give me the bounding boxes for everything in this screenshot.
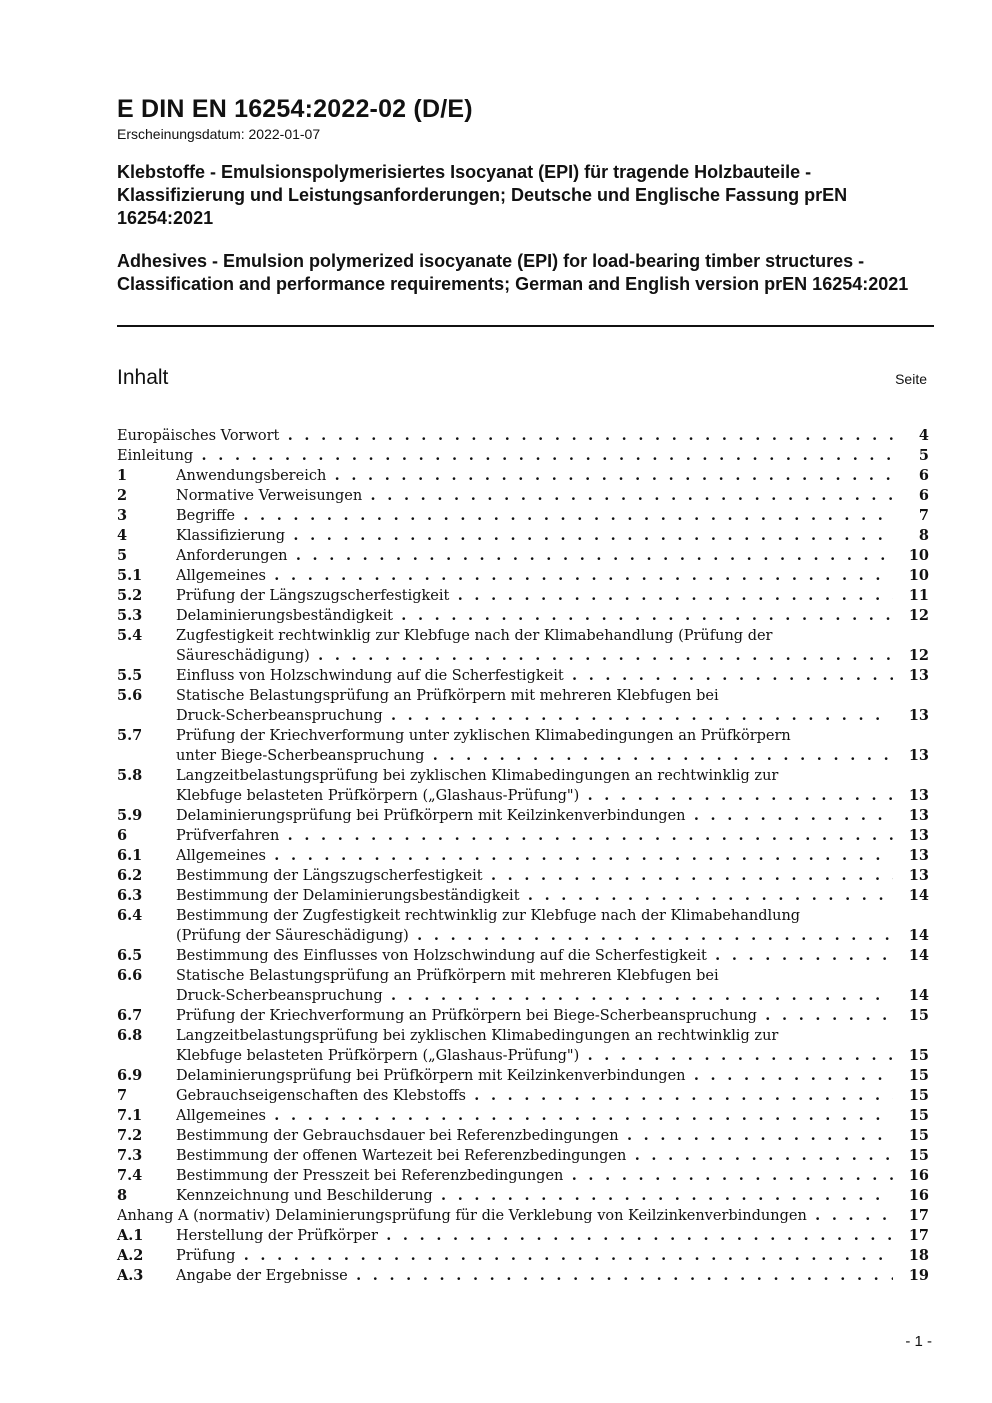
toc-entry-number: 6.5 (117, 947, 143, 964)
toc-entry[interactable] (117, 1186, 929, 1206)
toc-entry-page: 16 (908, 1187, 929, 1204)
toc-page-label: Seite (895, 371, 927, 387)
toc-entry-line: unter Biege-Scherbeanspruchung . . . (176, 746, 893, 766)
toc-entry-page: 15 (908, 1127, 929, 1144)
toc-entry-number: 1 (117, 467, 128, 484)
toc-entry[interactable] (117, 626, 929, 666)
toc-entry-number: A.2 (117, 1247, 144, 1264)
toc-entry[interactable] (117, 1146, 929, 1166)
toc-entry-number: 5.4 (117, 627, 143, 644)
toc-entry-line: Kennzeichnung und Beschilderung . . . (176, 1186, 893, 1206)
toc-entry-title (176, 826, 893, 846)
toc-entry-page: 11 (908, 587, 929, 604)
toc-entry-number: 6.6 (117, 967, 143, 984)
toc-entry-number: 3 (117, 507, 128, 524)
toc-entry-page: 6 (918, 467, 929, 484)
toc-entry-page: 13 (908, 847, 929, 864)
toc-entry-line: Prüfung der Kriechverformung an Prüfkörpern bei Biege-Scherbeanspruchung . . . (176, 1006, 893, 1026)
toc-entry-line: Bestimmung des Einflusses von Holzschwindung auf die Scherfestigkeit . . . (176, 946, 893, 966)
toc-entry[interactable] (117, 686, 929, 726)
toc-entry[interactable] (117, 526, 929, 546)
toc-entry-title (117, 1206, 893, 1226)
toc-entry-line: Druck-Scherbeanspruchung . . . (176, 706, 893, 726)
toc-entry[interactable] (117, 506, 929, 526)
toc-entry-line: Druck-Scherbeanspruchung . . . (176, 986, 893, 1006)
toc-entry-line: Bestimmung der Presszeit bei Referenzbedingungen . . . (176, 1166, 893, 1186)
toc-entry-page: 13 (908, 747, 929, 764)
toc-entry-line: Herstellung der Prüfkörper . . . (176, 1226, 893, 1246)
toc-entry[interactable] (117, 1106, 929, 1126)
toc-entry-number: 6.7 (117, 1007, 143, 1024)
toc-entry-line: Angabe der Ergebnisse . . . (176, 1266, 893, 1286)
toc-entry-title (176, 606, 893, 626)
toc-entry[interactable] (117, 1026, 929, 1066)
toc-entry-page: 12 (908, 647, 929, 664)
toc-entry-title (176, 846, 893, 866)
toc-entry[interactable] (117, 666, 929, 686)
toc-entry-page: 5 (918, 447, 929, 464)
toc-entry-page: 6 (918, 487, 929, 504)
toc-entry[interactable] (117, 1166, 929, 1186)
toc-entry-title (117, 426, 893, 446)
toc-entry-title (176, 1006, 893, 1026)
toc-entry-number: 6.9 (117, 1067, 143, 1084)
toc-entry-title (176, 766, 893, 806)
header-divider (117, 325, 934, 327)
toc-entry-title (176, 906, 893, 946)
toc-entry-line: Delaminierungsprüfung bei Prüfkörpern mit Keilzinkenverbindungen . . . (176, 806, 893, 826)
toc-entry-line: Delaminierungsprüfung bei Prüfkörpern mit Keilzinkenverbindungen . . . (176, 1066, 893, 1086)
toc-entry-page: 15 (908, 1067, 929, 1084)
toc-entry-page: 10 (908, 547, 929, 564)
toc-entry-title (176, 866, 893, 886)
toc-entry-line: Anwendungsbereich . . . (176, 466, 893, 486)
toc-entry-title (176, 1106, 893, 1126)
toc-entry[interactable] (117, 1206, 929, 1226)
toc-entry[interactable] (117, 906, 929, 946)
toc-entry-title (176, 886, 893, 906)
toc-entry-line: Klebfuge belasteten Prüfkörpern („Glashaus-Prüfung") . . . (176, 1046, 893, 1066)
toc-entry-line: Einleitung . . . (117, 446, 893, 466)
toc-entry-page: 14 (908, 987, 929, 1004)
toc-entry-title (176, 506, 893, 526)
toc-entry-number: 5 (117, 547, 128, 564)
toc-entry-title (176, 466, 893, 486)
toc-entry-page: 4 (918, 427, 929, 444)
toc-entry-page: 13 (908, 667, 929, 684)
toc-entry-line: Statische Belastungsprüfung an Prüfkörpern mit mehreren Klebfugen bei (176, 688, 719, 704)
toc-entry-title (117, 446, 893, 466)
toc-entry[interactable] (117, 1226, 929, 1246)
toc-entry-title (176, 626, 893, 666)
toc-entry[interactable] (117, 946, 929, 966)
toc-entry[interactable] (117, 1266, 929, 1286)
document-id: E DIN EN 16254:2022-02 (D/E) (117, 95, 473, 123)
toc-entry-line: Einfluss von Holzschwindung auf die Scherfestigkeit . . . (176, 666, 893, 686)
toc-entry[interactable] (117, 546, 929, 566)
toc-entry[interactable] (117, 1246, 929, 1266)
toc-entry-page: 17 (908, 1207, 929, 1224)
toc-entry-line: Allgemeines . . . (176, 846, 893, 866)
toc-entry-number: 5.3 (117, 607, 143, 624)
toc-entry[interactable] (117, 486, 929, 506)
toc-entry-line: Bestimmung der Zugfestigkeit rechtwinklig zur Klebfuge nach der Klimabehandlung (176, 908, 801, 924)
toc-entry-number: 8 (117, 1187, 128, 1204)
toc-entry-title (176, 686, 893, 726)
toc-entry[interactable] (117, 806, 929, 826)
toc-entry-line: Gebrauchseigenschaften des Klebstoffs . . . (176, 1086, 893, 1106)
toc-entry-page: 7 (918, 507, 929, 524)
toc-entry-title (176, 546, 893, 566)
page-number: - 1 - (905, 1333, 932, 1350)
toc-entry-number: 7.2 (117, 1127, 143, 1144)
toc-entry-number: 7 (117, 1087, 128, 1104)
toc-entry[interactable] (117, 466, 929, 486)
toc-entry-number: 6 (117, 827, 128, 844)
toc-entry-title (176, 1086, 893, 1106)
toc-entry[interactable] (117, 826, 929, 846)
toc-entry-number: 6.1 (117, 847, 143, 864)
document-header (117, 94, 934, 296)
toc-entry-page: 15 (908, 1147, 929, 1164)
toc-entry-title (176, 1126, 893, 1146)
toc-entry-page: 15 (908, 1047, 929, 1064)
toc-entry-page: 8 (918, 527, 929, 544)
toc-entry-title (176, 1026, 893, 1066)
toc-entry-line: Europäisches Vorwort . . . (117, 426, 893, 446)
toc-entry[interactable] (117, 766, 929, 806)
toc-entry[interactable] (117, 586, 929, 606)
toc-entry-title (176, 666, 893, 686)
toc-entry-line: Statische Belastungsprüfung an Prüfkörpern mit mehreren Klebfugen bei (176, 968, 719, 984)
toc-entry-title (176, 1146, 893, 1166)
toc-entry-page: 13 (908, 867, 929, 884)
toc-entry[interactable] (117, 566, 929, 586)
toc-entry-title (176, 1066, 893, 1086)
toc-entry-line: Langzeitbelastungsprüfung bei zyklischen Klimabedingungen an rechtwinklig zur (176, 1028, 779, 1044)
toc-entry-title (176, 586, 893, 606)
toc-entry[interactable] (117, 426, 929, 446)
toc-entry-number: 5.9 (117, 807, 143, 824)
toc-entry-page: 12 (908, 607, 929, 624)
toc-entry-page: 13 (908, 787, 929, 804)
toc-entry-line: (Prüfung der Säureschädigung) . . . (176, 926, 893, 946)
toc-entry-number: 6.2 (117, 867, 143, 884)
toc-entry-number: 7.4 (117, 1167, 143, 1184)
toc-entry-page: 13 (908, 707, 929, 724)
toc-entry-line: Prüfung der Längszugscherfestigkeit . . . (176, 586, 893, 606)
toc-entry-title (176, 526, 893, 546)
toc-entry-page: 15 (908, 1107, 929, 1124)
toc-entry-line: Prüfung . . . (176, 1246, 893, 1266)
title-german: Klebstoffe - Emulsionspolymerisiertes Isocyanat (EPI) für tragende Holzbauteile - Klassifizierung und Leistungsanforderungen; Deutsche und Englische Fassung prEN 16254:2021 (117, 162, 848, 228)
toc-entry-number: 6.4 (117, 907, 143, 924)
toc-entry-page: 10 (908, 567, 929, 584)
toc-entry[interactable] (117, 866, 929, 886)
toc-entry[interactable] (117, 446, 929, 466)
toc-entry-page: 16 (908, 1167, 929, 1184)
toc-entry[interactable] (117, 886, 929, 906)
toc-entry[interactable] (117, 846, 929, 866)
toc-entry-title (176, 486, 893, 506)
toc-entry-line: Säureschädigung) . . . (176, 646, 893, 666)
toc-entry-title (176, 1166, 893, 1186)
toc-entry-title (176, 1226, 893, 1246)
toc-entry-title (176, 966, 893, 1006)
toc-entry-line: Allgemeines . . . (176, 1106, 893, 1126)
toc-entry-line: Bestimmung der Gebrauchsdauer bei Referenzbedingungen . . . (176, 1126, 893, 1146)
toc-entry-line: Bestimmung der Delaminierungsbeständigkeit . . . (176, 886, 893, 906)
toc-entry-number: 7.3 (117, 1147, 143, 1164)
toc-entry-line: Bestimmung der Längszugscherfestigkeit . . . (176, 866, 893, 886)
toc-entry-page: 14 (908, 887, 929, 904)
toc-entry-number: 6.3 (117, 887, 143, 904)
toc-entry[interactable] (117, 606, 929, 626)
toc-entry-line: Anforderungen . . . (176, 546, 893, 566)
toc-entry-title (176, 1186, 893, 1206)
toc-entry-page: 14 (908, 947, 929, 964)
toc-entry-number: 5.2 (117, 587, 143, 604)
toc-entry-page: 13 (908, 827, 929, 844)
toc-entry-line: Normative Verweisungen . . . (176, 486, 893, 506)
toc-entry-number: 6.8 (117, 1027, 143, 1044)
toc-entry-line: Bestimmung der offenen Wartezeit bei Referenzbedingungen . . . (176, 1146, 893, 1166)
toc-entry-number: 4 (117, 527, 128, 544)
publication-date: Erscheinungsdatum: 2022-01-07 (117, 126, 321, 142)
table-of-contents (117, 426, 929, 1286)
toc-entry-title (176, 1246, 893, 1266)
toc-entry-title (176, 726, 893, 766)
toc-title: Inhalt (117, 366, 169, 389)
toc-entry[interactable] (117, 1126, 929, 1146)
toc-entry-line: Zugfestigkeit rechtwinklig zur Klebfuge nach der Klimabehandlung (Prüfung der (176, 628, 773, 644)
toc-entry-line: Prüfung der Kriechverformung unter zyklischen Klimabedingungen an Prüfkörpern (176, 728, 791, 744)
toc-entry-number: 5.6 (117, 687, 143, 704)
toc-entry-line: Langzeitbelastungsprüfung bei zyklischen Klimabedingungen an rechtwinklig zur (176, 768, 779, 784)
toc-entry-page: 15 (908, 1007, 929, 1024)
toc-entry-number: 7.1 (117, 1107, 143, 1124)
toc-entry[interactable] (117, 726, 929, 766)
toc-entry-page: 17 (908, 1227, 929, 1244)
toc-entry-line: Allgemeines . . . (176, 566, 893, 586)
toc-entry-number: 5.8 (117, 767, 143, 784)
toc-entry-line: Prüfverfahren . . . (176, 826, 893, 846)
toc-entry[interactable] (117, 966, 929, 1006)
toc-entry-page: 15 (908, 1087, 929, 1104)
toc-entry-line: Klebfuge belasteten Prüfkörpern („Glashaus-Prüfung") . . . (176, 786, 893, 806)
toc-heading (117, 366, 927, 390)
toc-entry-line: Delaminierungsbeständigkeit . . . (176, 606, 893, 626)
toc-entry-number: A.1 (117, 1227, 144, 1244)
toc-entry-number: 5.1 (117, 567, 143, 584)
toc-entry-title (176, 1266, 893, 1286)
toc-entry[interactable] (117, 1066, 929, 1086)
toc-entry-title (176, 806, 893, 826)
toc-entry-page: 19 (908, 1267, 929, 1284)
toc-entry-number: A.3 (117, 1267, 144, 1284)
toc-entry-page: 13 (908, 807, 929, 824)
toc-entry[interactable] (117, 1006, 929, 1026)
toc-entry-page: 18 (908, 1247, 929, 1264)
toc-entry-line: Begriffe . . . (176, 506, 893, 526)
toc-entry-line: Anhang A (normativ) Delaminierungsprüfung für die Verklebung von Keilzinkenverbindungen . . . (117, 1206, 893, 1226)
toc-entry-page: 14 (908, 927, 929, 944)
toc-entry-number: 5.5 (117, 667, 143, 684)
toc-entry-line: Klassifizierung . . . (176, 526, 893, 546)
title-english: Adhesives - Emulsion polymerized isocyanate (EPI) for load-bearing timber structures - Classification and performance requirements; German and English version prEN 16254:2021 (117, 251, 909, 294)
toc-entry-title (176, 566, 893, 586)
toc-entry[interactable] (117, 1086, 929, 1106)
toc-entry-number: 2 (117, 487, 128, 504)
toc-entry-title (176, 946, 893, 966)
toc-entry-number: 5.7 (117, 727, 143, 744)
